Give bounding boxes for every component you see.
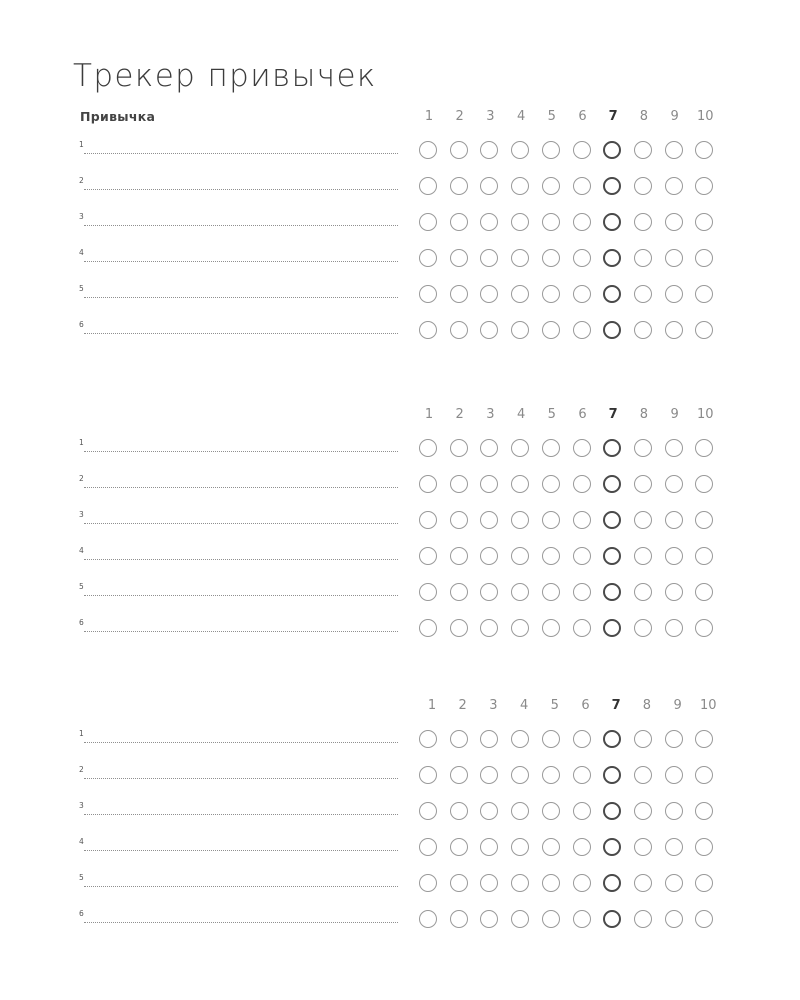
habit-check-circle[interactable]: [634, 838, 652, 856]
day-label: 3: [486, 407, 495, 422]
day-label: 2: [458, 698, 467, 713]
day-label: 3: [489, 698, 498, 713]
habit-check-circle[interactable]: [511, 285, 529, 303]
habit-row: [0, 619, 800, 643]
habit-check-circle[interactable]: [665, 511, 683, 529]
habit-check-circle[interactable]: [480, 511, 498, 529]
habit-check-circle[interactable]: [573, 802, 591, 820]
habit-name-field[interactable]: [84, 559, 398, 560]
habit-check-circle[interactable]: [603, 583, 621, 601]
habit-check-circle[interactable]: [634, 439, 652, 457]
habit-name-field[interactable]: [84, 595, 398, 596]
habit-number: 4: [79, 837, 84, 846]
habit-check-circle[interactable]: [603, 730, 621, 748]
habit-check-circle[interactable]: [419, 547, 437, 565]
habit-check-circle[interactable]: [419, 511, 437, 529]
habit-check-circle[interactable]: [603, 619, 621, 637]
habit-column-header: Привычка: [80, 109, 156, 124]
day-label: 7: [608, 109, 618, 124]
habit-check-circle[interactable]: [603, 249, 621, 267]
habit-check-circle[interactable]: [695, 802, 713, 820]
habit-check-circle[interactable]: [480, 547, 498, 565]
habit-check-circle[interactable]: [450, 547, 468, 565]
habit-check-circle[interactable]: [634, 321, 652, 339]
habit-check-circle[interactable]: [603, 910, 621, 928]
habit-check-circle[interactable]: [450, 874, 468, 892]
habit-check-circle[interactable]: [695, 213, 713, 231]
habit-check-circle[interactable]: [634, 213, 652, 231]
habit-check-circle[interactable]: [634, 874, 652, 892]
habit-check-circle[interactable]: [419, 730, 437, 748]
habit-check-circle[interactable]: [603, 321, 621, 339]
habit-check-circle[interactable]: [542, 213, 560, 231]
habit-check-circle[interactable]: [665, 910, 683, 928]
habit-check-circle[interactable]: [542, 511, 560, 529]
habit-row: [0, 475, 800, 499]
habit-check-circle[interactable]: [634, 249, 652, 267]
habit-row: [0, 141, 800, 165]
habit-name-field[interactable]: [84, 814, 398, 815]
habit-check-circle[interactable]: [511, 213, 529, 231]
day-label: 5: [547, 109, 556, 124]
habit-check-circle[interactable]: [419, 583, 437, 601]
habit-row: [0, 730, 800, 754]
habit-check-circle[interactable]: [419, 213, 437, 231]
habit-check-circle[interactable]: [480, 874, 498, 892]
habit-check-circle[interactable]: [665, 874, 683, 892]
day-label: 2: [455, 407, 464, 422]
habit-check-circle[interactable]: [450, 511, 468, 529]
habit-check-circle[interactable]: [480, 439, 498, 457]
habit-check-circle[interactable]: [511, 766, 529, 784]
habit-check-circle[interactable]: [695, 766, 713, 784]
habit-check-circle[interactable]: [665, 730, 683, 748]
habit-check-circle[interactable]: [450, 141, 468, 159]
day-label: 8: [639, 109, 649, 124]
habit-check-circle[interactable]: [450, 213, 468, 231]
habit-check-circle[interactable]: [573, 910, 591, 928]
habit-number: 1: [79, 438, 84, 447]
habit-row: [0, 583, 800, 607]
habit-name-field[interactable]: [84, 487, 398, 488]
habit-check-circle[interactable]: [450, 766, 468, 784]
habit-number: 6: [79, 320, 84, 329]
habit-check-circle[interactable]: [665, 475, 683, 493]
habit-check-circle[interactable]: [573, 766, 591, 784]
day-label: 10: [700, 698, 717, 713]
habit-check-circle[interactable]: [695, 439, 713, 457]
habit-name-field[interactable]: [84, 886, 398, 887]
habit-check-circle[interactable]: [419, 838, 437, 856]
habit-check-circle[interactable]: [419, 766, 437, 784]
habit-row: [0, 177, 800, 201]
habit-check-circle[interactable]: [511, 619, 529, 637]
habit-check-circle[interactable]: [634, 583, 652, 601]
habit-check-circle[interactable]: [542, 583, 560, 601]
habit-check-circle[interactable]: [480, 249, 498, 267]
habit-check-circle[interactable]: [450, 439, 468, 457]
habit-row: [0, 547, 800, 571]
habit-check-circle[interactable]: [542, 910, 560, 928]
habit-check-circle[interactable]: [419, 321, 437, 339]
habit-check-circle[interactable]: [511, 730, 529, 748]
habit-check-circle[interactable]: [665, 583, 683, 601]
habit-check-circle[interactable]: [480, 141, 498, 159]
day-label: 4: [519, 698, 529, 713]
habit-check-circle[interactable]: [419, 141, 437, 159]
day-label: 8: [642, 698, 652, 713]
habit-check-circle[interactable]: [665, 141, 683, 159]
habit-check-circle[interactable]: [573, 730, 591, 748]
day-label: 10: [697, 407, 714, 422]
habit-number: 1: [79, 729, 84, 738]
day-label: 2: [455, 109, 464, 124]
habit-check-circle[interactable]: [665, 249, 683, 267]
habit-check-circle[interactable]: [634, 177, 652, 195]
habit-check-circle[interactable]: [603, 213, 621, 231]
habit-check-circle[interactable]: [634, 511, 652, 529]
habit-check-circle[interactable]: [419, 439, 437, 457]
habit-number: 2: [79, 765, 84, 774]
habit-number: 6: [79, 909, 84, 918]
habit-check-circle[interactable]: [480, 177, 498, 195]
habit-row: [0, 838, 800, 862]
habit-name-field[interactable]: [84, 261, 398, 262]
habit-check-circle[interactable]: [450, 177, 468, 195]
tracker-block: [0, 698, 800, 958]
habit-name-field[interactable]: [84, 778, 398, 779]
day-label: 7: [608, 407, 618, 422]
habit-check-circle[interactable]: [573, 547, 591, 565]
habit-check-circle[interactable]: [603, 177, 621, 195]
habit-check-circle[interactable]: [573, 475, 591, 493]
day-label: 10: [697, 109, 714, 124]
habit-row: [0, 321, 800, 345]
habit-check-circle[interactable]: [695, 177, 713, 195]
habit-check-circle[interactable]: [695, 511, 713, 529]
habit-check-circle[interactable]: [634, 285, 652, 303]
habit-name-field[interactable]: [84, 153, 398, 154]
habit-check-circle[interactable]: [573, 619, 591, 637]
day-label: 4: [516, 407, 526, 422]
day-label: 5: [547, 407, 556, 422]
habit-check-circle[interactable]: [480, 321, 498, 339]
habit-check-circle[interactable]: [450, 321, 468, 339]
day-label: 6: [578, 407, 587, 422]
habit-check-circle[interactable]: [695, 838, 713, 856]
habit-check-circle[interactable]: [695, 730, 713, 748]
habit-name-field[interactable]: [84, 297, 398, 298]
habit-check-circle[interactable]: [511, 874, 529, 892]
habit-check-circle[interactable]: [480, 838, 498, 856]
habit-check-circle[interactable]: [695, 285, 713, 303]
habit-check-circle[interactable]: [573, 511, 591, 529]
habit-row: [0, 910, 800, 934]
habit-check-circle[interactable]: [480, 619, 498, 637]
habit-row: [0, 874, 800, 898]
habit-check-circle[interactable]: [603, 141, 621, 159]
habit-name-field[interactable]: [84, 523, 398, 524]
day-header-row: [0, 698, 800, 716]
habit-number: 2: [79, 176, 84, 185]
habit-check-circle[interactable]: [419, 802, 437, 820]
habit-check-circle[interactable]: [603, 511, 621, 529]
tracker-block: [0, 407, 800, 667]
habit-check-circle[interactable]: [450, 583, 468, 601]
day-label: 1: [424, 109, 434, 124]
habit-check-circle[interactable]: [511, 910, 529, 928]
habit-name-field[interactable]: [84, 333, 398, 334]
day-label: 1: [427, 698, 437, 713]
day-label: 4: [516, 109, 526, 124]
habit-check-circle[interactable]: [419, 249, 437, 267]
habit-check-circle[interactable]: [542, 285, 560, 303]
habit-check-circle[interactable]: [573, 874, 591, 892]
habit-check-circle[interactable]: [542, 321, 560, 339]
habit-name-field[interactable]: [84, 189, 398, 190]
habit-check-circle[interactable]: [695, 619, 713, 637]
habit-name-field[interactable]: [84, 850, 398, 851]
habit-check-circle[interactable]: [542, 874, 560, 892]
habit-check-circle[interactable]: [603, 475, 621, 493]
habit-check-circle[interactable]: [665, 177, 683, 195]
habit-number: 3: [79, 212, 84, 221]
habit-number: 3: [79, 801, 84, 810]
habit-number: 6: [79, 618, 84, 627]
habit-check-circle[interactable]: [542, 141, 560, 159]
habit-check-circle[interactable]: [665, 547, 683, 565]
habit-check-circle[interactable]: [695, 910, 713, 928]
habit-check-circle[interactable]: [634, 910, 652, 928]
habit-number: 4: [79, 546, 84, 555]
habit-check-circle[interactable]: [634, 619, 652, 637]
habit-name-field[interactable]: [84, 922, 398, 923]
day-label: 6: [581, 698, 590, 713]
habit-check-circle[interactable]: [450, 910, 468, 928]
habit-check-circle[interactable]: [511, 475, 529, 493]
habit-check-circle[interactable]: [542, 249, 560, 267]
habit-check-circle[interactable]: [634, 766, 652, 784]
habit-check-circle[interactable]: [603, 874, 621, 892]
habit-check-circle[interactable]: [665, 838, 683, 856]
habit-check-circle[interactable]: [511, 439, 529, 457]
habit-row: [0, 766, 800, 790]
habit-check-circle[interactable]: [542, 838, 560, 856]
habit-check-circle[interactable]: [511, 583, 529, 601]
habit-name-field[interactable]: [84, 451, 398, 452]
habit-number: 3: [79, 510, 84, 519]
habit-check-circle[interactable]: [511, 838, 529, 856]
habit-number: 4: [79, 248, 84, 257]
habit-check-circle[interactable]: [695, 475, 713, 493]
habit-check-circle[interactable]: [573, 249, 591, 267]
habit-check-circle[interactable]: [634, 730, 652, 748]
habit-check-circle[interactable]: [480, 583, 498, 601]
habit-check-circle[interactable]: [511, 321, 529, 339]
habit-check-circle[interactable]: [511, 177, 529, 195]
habit-check-circle[interactable]: [603, 766, 621, 784]
habit-check-circle[interactable]: [542, 619, 560, 637]
page-title: Трекер привычек: [73, 58, 377, 94]
habit-check-circle[interactable]: [573, 321, 591, 339]
habit-check-circle[interactable]: [480, 802, 498, 820]
habit-number: 5: [79, 873, 84, 882]
habit-check-circle[interactable]: [665, 766, 683, 784]
habit-check-circle[interactable]: [480, 910, 498, 928]
habit-check-circle[interactable]: [511, 802, 529, 820]
habit-check-circle[interactable]: [695, 249, 713, 267]
habit-check-circle[interactable]: [665, 619, 683, 637]
habit-check-circle[interactable]: [542, 475, 560, 493]
habit-check-circle[interactable]: [695, 874, 713, 892]
habit-check-circle[interactable]: [450, 619, 468, 637]
habit-check-circle[interactable]: [573, 141, 591, 159]
habit-check-circle[interactable]: [665, 285, 683, 303]
habit-row: [0, 802, 800, 826]
day-label: 1: [424, 407, 434, 422]
habit-check-circle[interactable]: [480, 766, 498, 784]
habit-check-circle[interactable]: [665, 802, 683, 820]
habit-check-circle[interactable]: [542, 177, 560, 195]
habit-check-circle[interactable]: [511, 511, 529, 529]
habit-number: 5: [79, 284, 84, 293]
day-label: 9: [673, 698, 682, 713]
habit-check-circle[interactable]: [695, 141, 713, 159]
habit-check-circle[interactable]: [665, 321, 683, 339]
habit-check-circle[interactable]: [419, 177, 437, 195]
habit-check-circle[interactable]: [695, 547, 713, 565]
habit-check-circle[interactable]: [450, 285, 468, 303]
habit-check-circle[interactable]: [419, 874, 437, 892]
habit-check-circle[interactable]: [480, 213, 498, 231]
habit-check-circle[interactable]: [450, 249, 468, 267]
day-label: 9: [670, 109, 679, 124]
habit-check-circle[interactable]: [480, 475, 498, 493]
habit-check-circle[interactable]: [573, 285, 591, 303]
habit-check-circle[interactable]: [542, 802, 560, 820]
habit-number: 5: [79, 582, 84, 591]
habit-check-circle[interactable]: [665, 439, 683, 457]
habit-check-circle[interactable]: [542, 439, 560, 457]
habit-row: [0, 213, 800, 237]
habit-row: [0, 439, 800, 463]
day-label: 5: [550, 698, 559, 713]
habit-check-circle[interactable]: [603, 285, 621, 303]
habit-check-circle[interactable]: [450, 475, 468, 493]
habit-check-circle[interactable]: [695, 321, 713, 339]
habit-name-field[interactable]: [84, 742, 398, 743]
habit-check-circle[interactable]: [634, 547, 652, 565]
habit-check-circle[interactable]: [603, 547, 621, 565]
habit-check-circle[interactable]: [573, 439, 591, 457]
day-header-row: [0, 407, 800, 425]
habit-check-circle[interactable]: [419, 910, 437, 928]
habit-check-circle[interactable]: [665, 213, 683, 231]
day-label: 3: [486, 109, 495, 124]
habit-check-circle[interactable]: [573, 213, 591, 231]
tracker-block: [0, 109, 800, 369]
habit-check-circle[interactable]: [573, 838, 591, 856]
habit-name-field[interactable]: [84, 225, 398, 226]
habit-check-circle[interactable]: [603, 439, 621, 457]
habit-check-circle[interactable]: [419, 475, 437, 493]
habit-check-circle[interactable]: [511, 141, 529, 159]
habit-check-circle[interactable]: [603, 838, 621, 856]
habit-check-circle[interactable]: [542, 730, 560, 748]
habit-row: [0, 511, 800, 535]
habit-check-circle[interactable]: [573, 177, 591, 195]
day-label: 6: [578, 109, 587, 124]
habit-check-circle[interactable]: [450, 730, 468, 748]
habit-check-circle[interactable]: [480, 285, 498, 303]
habit-check-circle[interactable]: [450, 802, 468, 820]
day-label: 8: [639, 407, 649, 422]
habit-check-circle[interactable]: [634, 141, 652, 159]
habit-check-circle[interactable]: [695, 583, 713, 601]
habit-check-circle[interactable]: [573, 583, 591, 601]
habit-check-circle[interactable]: [480, 730, 498, 748]
habit-number: 1: [79, 140, 84, 149]
habit-check-circle[interactable]: [419, 619, 437, 637]
habit-check-circle[interactable]: [542, 547, 560, 565]
habit-check-circle[interactable]: [511, 249, 529, 267]
day-header-row: [0, 109, 800, 127]
habit-check-circle[interactable]: [419, 285, 437, 303]
day-label: 9: [670, 407, 679, 422]
habit-check-circle[interactable]: [542, 766, 560, 784]
habit-row: [0, 249, 800, 273]
habit-name-field[interactable]: [84, 631, 398, 632]
habit-check-circle[interactable]: [450, 838, 468, 856]
habit-number: 2: [79, 474, 84, 483]
habit-row: [0, 285, 800, 309]
habit-check-circle[interactable]: [603, 802, 621, 820]
day-label: 7: [611, 698, 621, 713]
habit-check-circle[interactable]: [634, 475, 652, 493]
habit-check-circle[interactable]: [634, 802, 652, 820]
habit-check-circle[interactable]: [511, 547, 529, 565]
